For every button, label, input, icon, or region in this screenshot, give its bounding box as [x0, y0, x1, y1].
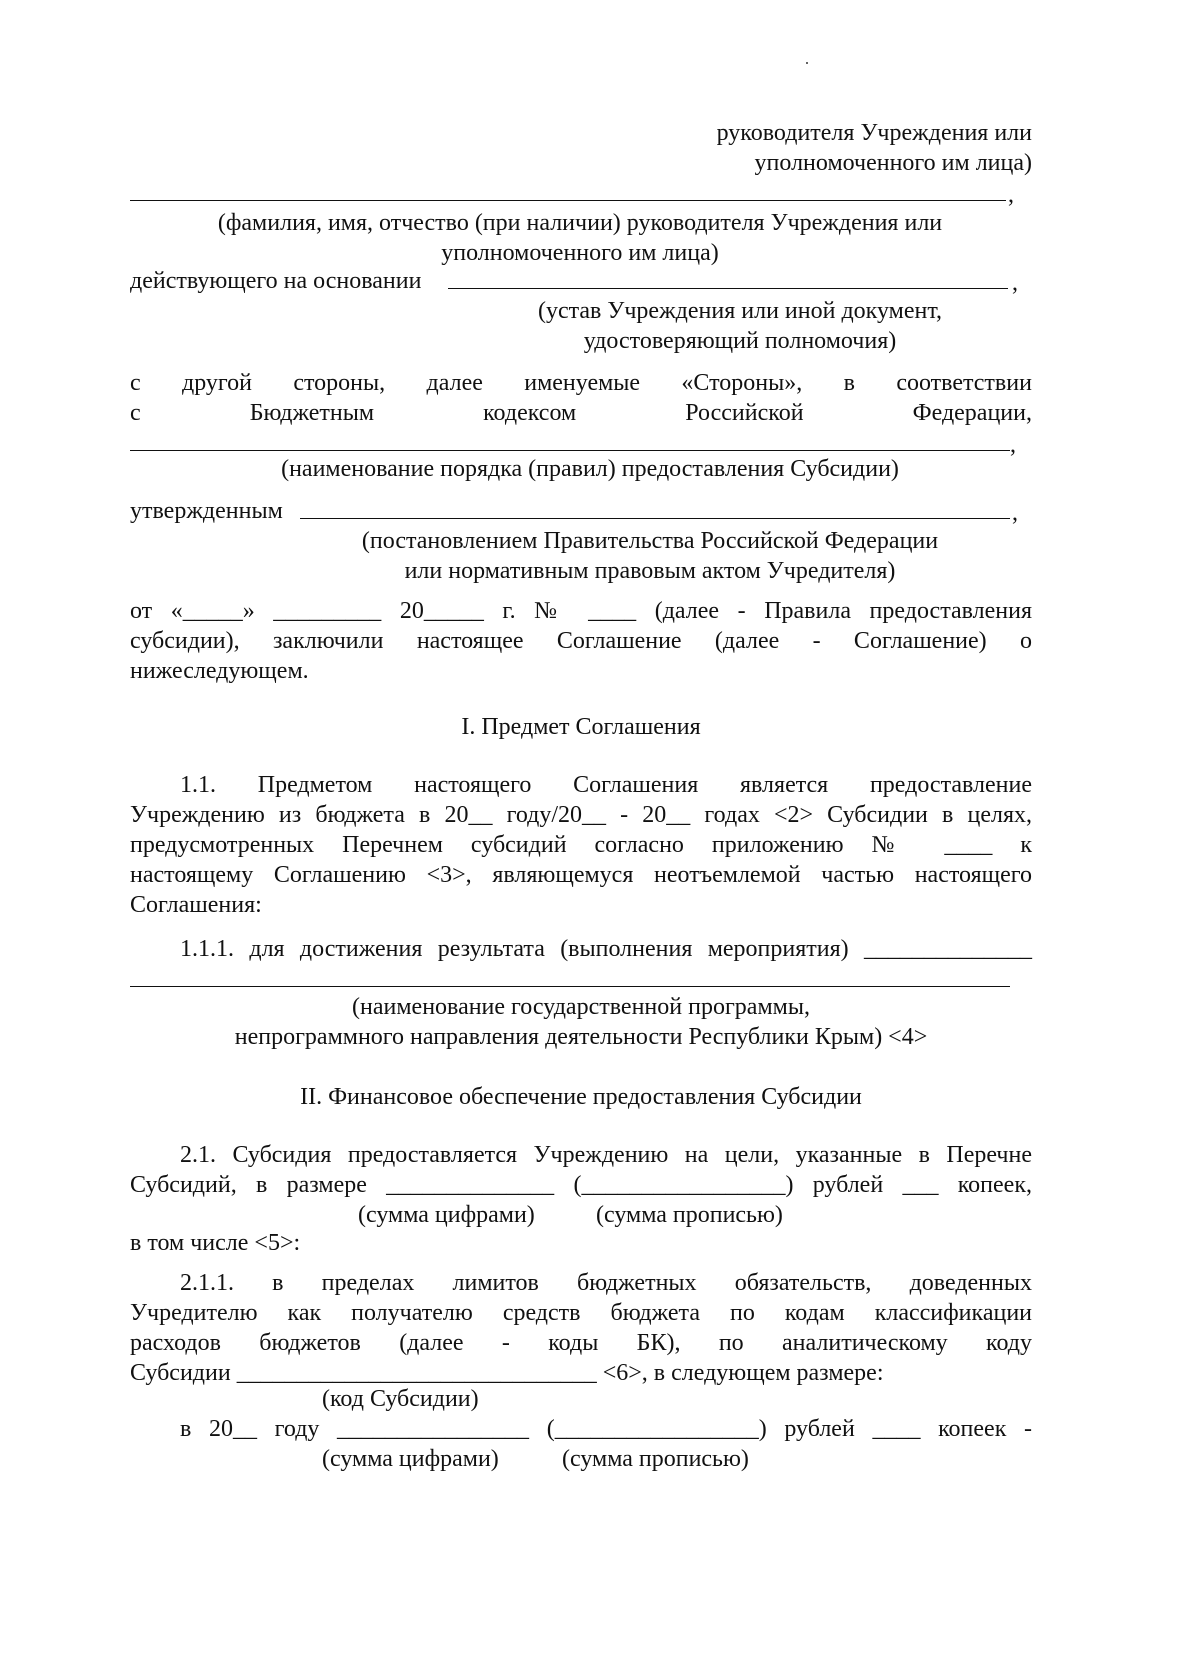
word: Бюджетным — [249, 400, 375, 426]
word: стороны, — [293, 370, 386, 396]
rules-comma: , — [1010, 432, 1016, 458]
program-caption-2: непрограммного направления деятельности Республики Крым) <4> — [234, 1024, 928, 1050]
p2-1-1-line-2: Учредителю как получателю средств бюджета по кодам классификации — [130, 1300, 1032, 1326]
basis-blank-line — [448, 288, 1008, 289]
date-line-1: от «_____» _________ 20_____ г. № ____ (далее - Правила предоставления — [130, 598, 1032, 624]
p2-1-line-1: 2.1. Субсидия предоставляется Учреждению на цели, указанные в Перечне — [180, 1142, 1032, 1168]
sum-digits-caption: (сумма цифрами) — [358, 1202, 535, 1228]
scan-speck — [806, 62, 808, 64]
header-line-1: руководителя Учреждения или — [716, 120, 1032, 146]
word: «Стороны», — [681, 370, 803, 396]
word: Российской — [685, 400, 804, 426]
p2-1-line-2: Субсидий, в размере ______________ (_________________) рублей ___ копеек, — [130, 1172, 1032, 1198]
year-words-caption: (сумма прописью) — [562, 1446, 749, 1472]
word: с — [130, 370, 141, 396]
word: другой — [182, 370, 252, 396]
p1-1-line-4: настоящему Соглашению <3>, являющемуся неотъемлемой частью настоящего — [130, 862, 1032, 888]
p1-1-line-5: Соглашения: — [130, 892, 262, 918]
word: далее — [426, 370, 483, 396]
p1-1-line-3: предусмотренных Перечнем субсидий согласно приложению № ____ к — [130, 832, 1032, 858]
section-2-title: II. Финансовое обеспечение предоставления Субсидии — [300, 1084, 862, 1110]
word: в — [843, 370, 855, 396]
approved-blank-line — [300, 518, 1010, 519]
code-caption: (код Субсидии) — [322, 1386, 479, 1412]
p1-1-1: 1.1.1. для достижения результата (выполнения мероприятия) ______________ — [180, 936, 1032, 962]
p1-1-line-2: Учреждению из бюджета в 20__ году/20__ - 20__ годах <2> Субсидии в целях, — [130, 802, 1032, 828]
program-caption-1: (наименование государственной программы, — [352, 994, 810, 1020]
header-line-2: уполномоченного им лица) — [754, 150, 1032, 176]
p2-1-1-line-3: расходов бюджетов (далее - коды БК), по аналитическому коду — [130, 1330, 1032, 1356]
word: с — [130, 400, 141, 426]
word: соответствии — [896, 370, 1032, 396]
preamble-line-2 — [130, 398, 1032, 428]
rules-blank-line — [130, 450, 1010, 451]
basis-comma: , — [1012, 270, 1018, 296]
word: кодексом — [483, 400, 577, 426]
fio-caption-2: уполномоченного им лица) — [441, 240, 719, 266]
basis-caption-2: удостоверяющий полномочия) — [583, 328, 897, 354]
sum-words-caption: (сумма прописью) — [596, 1202, 783, 1228]
p2-1-1-line-4: Субсидии ______________________________ <6>, в следующем размере: — [130, 1360, 884, 1386]
p1-1-line-1: 1.1. Предметом настоящего Соглашения является предоставление — [180, 772, 1032, 798]
approved-caption-2: или нормативным правовым актом Учредителя) — [404, 558, 896, 584]
basis-caption-1: (устав Учреждения или иной документ, — [537, 298, 943, 324]
p2-1-1-line-1: 2.1.1. в пределах лимитов бюджетных обязательств, доведенных — [180, 1270, 1032, 1296]
section-1-title: I. Предмет Соглашения — [461, 714, 701, 740]
year-digits-caption: (сумма цифрами) — [322, 1446, 499, 1472]
word: Федерации, — [912, 400, 1032, 426]
preamble-line-1 — [130, 368, 1032, 398]
acting-label: действующего на основании — [130, 268, 422, 294]
rules-caption: (наименование порядка (правил) предоставления Субсидии) — [281, 456, 899, 482]
fio-comma: , — [1008, 182, 1014, 208]
approved-label: утвержденным — [130, 498, 283, 524]
date-line-2: субсидии), заключили настоящее Соглашение (далее - Соглашение) о — [130, 628, 1032, 654]
year-line: в 20__ году ________________ (_________________) рублей ____ копеек - — [180, 1416, 1032, 1442]
approved-caption-1: (постановлением Правительства Российской Федерации — [361, 528, 939, 554]
fio-caption-1: (фамилия, имя, отчество (при наличии) руководителя Учреждения или — [217, 210, 943, 236]
word: именуемые — [524, 370, 641, 396]
program-blank-line — [130, 986, 1010, 987]
date-line-3: нижеследующем. — [130, 658, 309, 684]
including-label: в том числе <5>: — [130, 1230, 301, 1256]
fio-blank-line — [130, 200, 1006, 201]
approved-comma: , — [1012, 500, 1018, 526]
